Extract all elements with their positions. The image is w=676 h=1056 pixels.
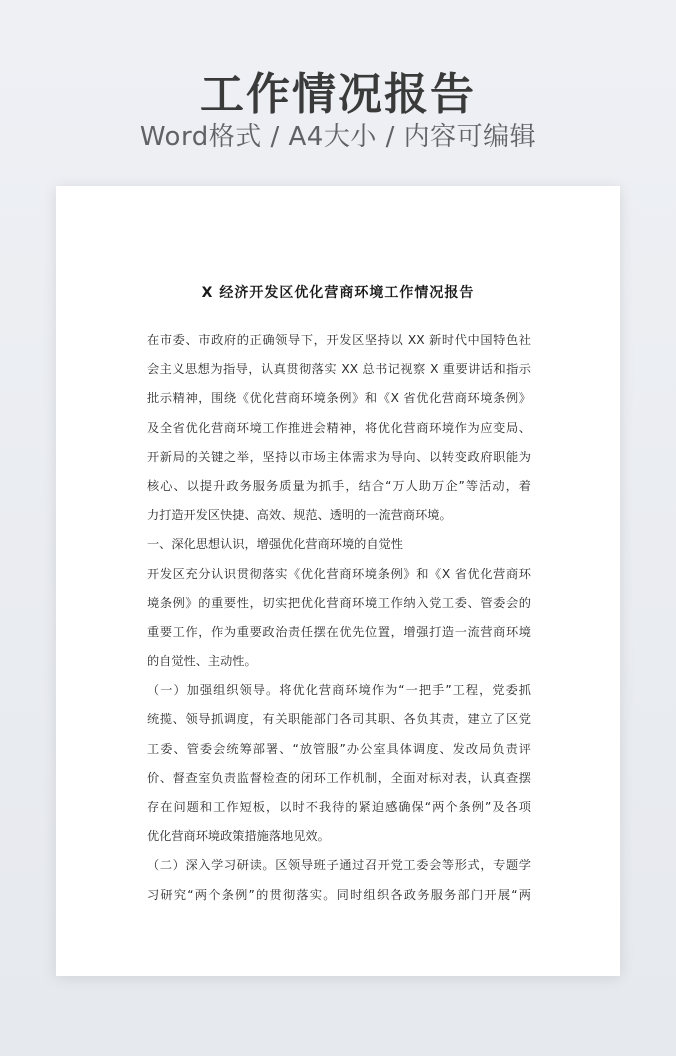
text-line: （二）深入学习研读。区领导班子通过召开党工委会等形式，专题学 — [147, 858, 531, 873]
promo-title: 工作情况报告 — [200, 69, 476, 120]
text-line: 习研究“两个条例”的贯彻落实。同时组织各政务服务部门开展“两 — [147, 887, 531, 902]
text-line: 价、督查室负责监督检查的闭环工作机制，全面对标对表，认真查摆 — [147, 770, 531, 785]
text-line: 存在问题和工作短板，以时不我待的紧迫感确保“两个条例”及各项 — [147, 800, 531, 814]
text-line: 会主义思想为指导，认真贯彻落实 XX 总书记视察 X 重要讲话和指示 — [147, 362, 531, 377]
text-line: 及全省优化营商环境工作推进会精神，将优化营商环境作为应变局、 — [147, 420, 531, 435]
text-line: 重要工作，作为重要政治责任摆在优先位置，增强打造一流营商环境 — [147, 624, 531, 639]
text-line: 统揽、领导抓调度，有关职能部门各司其职、各负其责，建立了区党 — [147, 712, 531, 727]
text-line: （一）加强组织领导。将优化营商环境作为“一把手”工程，党委抓 — [147, 683, 531, 698]
text-line: 核心、以提升政务服务质量为抓手，结合“万人助万企”等活动，着 — [147, 478, 531, 493]
text-line: 工委、管委会统筹部署、“放管服”办公室具体调度、发改局负责评 — [147, 741, 531, 756]
text-line: 的自觉性、主动性。 — [147, 654, 257, 669]
text-line: 开新局的关键之举，坚持以市场主体需求为导向、以转变政府职能为 — [147, 449, 531, 464]
promo-subtitle: Word格式 / A4大小 / 内容可编辑 — [139, 122, 537, 152]
text-line: 开发区充分认识贯彻落实《优化营商环境条例》和《X 省优化营商环 — [147, 566, 531, 581]
text-line: 在市委、市政府的正确领导下，开发区坚持以 XX 新时代中国特色社 — [147, 333, 531, 347]
document-body — [147, 326, 531, 910]
text-line: 批示精神，围绕《优化营商环境条例》和《X 省优化营商环境条例》 — [147, 391, 531, 406]
text-line: 优化营商环境政策措施落地见效。 — [147, 829, 330, 844]
text-line: 力打造开发区快捷、高效、规范、透明的一流营商环境。 — [147, 508, 452, 523]
text-line: 境条例》的重要性，切实把优化营商环境工作纳入党工委、管委会的 — [147, 595, 531, 610]
document-title: X 经济开发区优化营商环境工作情况报告 — [201, 285, 475, 301]
section-heading: 一、深化思想认识，增强优化营商环境的自觉性 — [147, 537, 403, 552]
document-page — [56, 186, 620, 976]
